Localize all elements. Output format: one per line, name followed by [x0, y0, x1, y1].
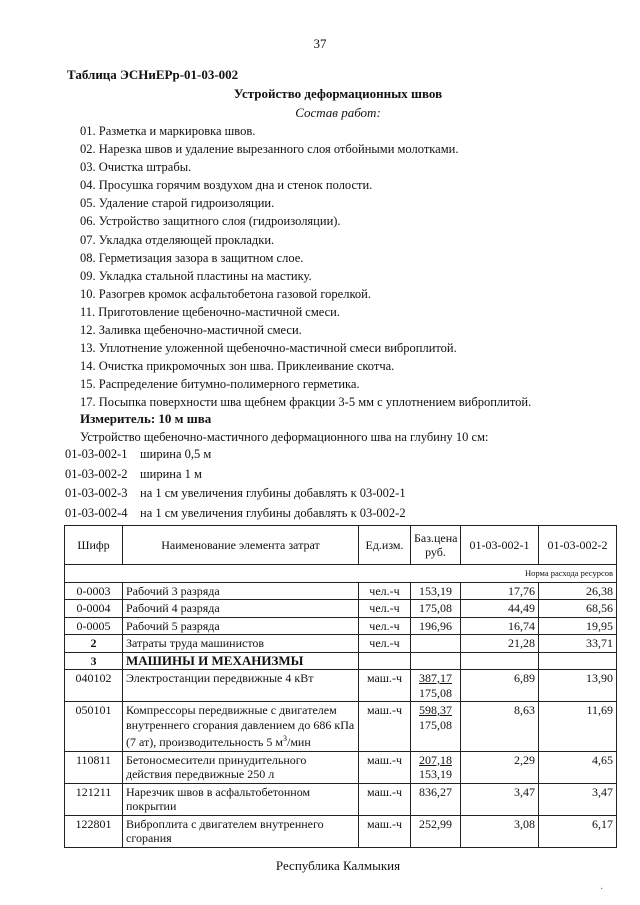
code-desc: ширина 0,5 м [140, 447, 212, 461]
operation-item: 15. Распределение битумно-полимерного герметика. [80, 377, 360, 392]
section-row: 3 МАШИНЫ И МЕХАНИЗМЫ [65, 652, 617, 670]
table-row: 121211 Нарезчик швов в асфальтобетонном покрытии маш.-ч 836,27 3,47 3,47 [65, 783, 617, 815]
table-row: 122801 Виброплита с двигателем внутреннего сгорания маш.-ч 252,99 3,08 6,17 [65, 815, 617, 847]
measurer: Измеритель: 10 м шва [80, 411, 212, 426]
norm-label: Норма расхода ресурсов [65, 565, 617, 583]
code-desc: ширина 1 м [140, 466, 202, 481]
table-header-row [65, 526, 617, 565]
table-row: 0-0003 Рабочий 3 разряда чел.-ч 153,19 17,76 26,38 [65, 582, 617, 600]
code-item [65, 484, 406, 504]
header-col1: 01-03-002-1 [461, 526, 539, 565]
table-title: Таблица ЭСНиЕРр-01-03-002 [67, 67, 239, 82]
work-composition-label: Состав работ: [295, 105, 381, 120]
codes-list [65, 445, 406, 523]
code-item [65, 465, 406, 485]
scan-mark: · [600, 884, 604, 895]
footer-region: Республика Калмыкия [275, 858, 401, 873]
operation-item: 13. Уплотнение уложенной щебеночно-мастичной смеси виброплитой. [80, 341, 457, 356]
operation-item: 11. Приготовление щебеночно-мастичной смеси. [80, 304, 340, 319]
operation-item: 01. Разметка и маркировка швов. [80, 124, 256, 138]
header-name: Наименование элемента затрат [123, 526, 359, 565]
header-col2: 01-03-002-2 [539, 526, 617, 565]
operation-item: 14. Очистка прикромочных зон шва. Приклеивание скотча. [80, 359, 395, 374]
code-id: 01-03-002-1 [65, 447, 128, 461]
operation-item: 07. Укладка отделяющей прокладки. [80, 232, 275, 247]
operation-item: 02. Нарезка швов и удаление вырезанного слоя отбойными молотками. [80, 142, 459, 157]
header-price: Баз.цена руб. [411, 526, 461, 565]
operation-item: 09. Укладка стальной пластины на мастику. [80, 268, 312, 283]
table-row: 040102 Электростанции передвижные 4 кВт маш.-ч 387,17 175,08 6,89 13,90 [65, 670, 617, 702]
norm-label-row [65, 565, 617, 583]
table-row: 2 Затраты труда машинистов чел.-ч 21,28 33,71 [65, 635, 617, 653]
operation-item: 05. Удаление старой гидроизоляции. [80, 196, 275, 211]
operation-item: 03. Очистка штрабы. [80, 160, 192, 175]
operation-item: 06. Устройство защитного слоя (гидроизоляции). [80, 214, 341, 229]
header-code: Шифр [65, 526, 123, 565]
operation-item: 08. Герметизация зазора в защитном слое. [80, 250, 304, 265]
code-item [65, 445, 406, 465]
code-id: 01-03-002-3 [65, 486, 128, 500]
table-row: 0-0005 Рабочий 5 разряда чел.-ч 196,96 16,74 19,95 [65, 617, 617, 635]
table-row: 0-0004 Рабочий 4 разряда чел.-ч 175,08 44,49 68,56 [65, 600, 617, 618]
section-heading: Устройство деформационных швов [233, 86, 443, 101]
operations-list [80, 122, 531, 412]
header-unit: Ед.изм. [359, 526, 411, 565]
code-id: 01-03-002-2 [65, 466, 128, 481]
table-row: 110811 Бетоносмесители принудительного действия передвижные 250 л маш.-ч 207,18 153,19 2,29 4,65 [65, 751, 617, 783]
table-row: 050101 Компрессоры передвижные с двигателем внутреннего сгорания давлением до 686 кПа (7 ат), производительность 5 $м^3$/мин маш.-ч 598,37 175,08 8,63 11,69 [65, 702, 617, 752]
code-desc: на 1 см увеличения глубины добавлять к 03-002-2 [140, 505, 406, 520]
code-id: 01-03-002-4 [65, 505, 128, 520]
code-desc: на 1 см увеличения глубины добавлять к 03-002-1 [140, 486, 406, 500]
intro-text: Устройство щебеночно-мастичного деформационного шва на глубину 10 см: [80, 430, 489, 444]
operation-item: 17. Посыпка поверхности шва щебнем фракции 3-5 мм с уплотнением виброплитой. [80, 395, 532, 410]
operation-item: 10. Разогрев кромок асфальтобетона газовой горелкой. [80, 286, 371, 301]
resources-table [64, 525, 617, 848]
page-number: 37 [313, 36, 327, 51]
code-item [65, 504, 406, 524]
operation-item: 04. Просушка горячим воздухом дна и стенок полости. [80, 178, 373, 193]
operation-item: 12. Заливка щебеночно-мастичной смеси. [80, 323, 302, 338]
